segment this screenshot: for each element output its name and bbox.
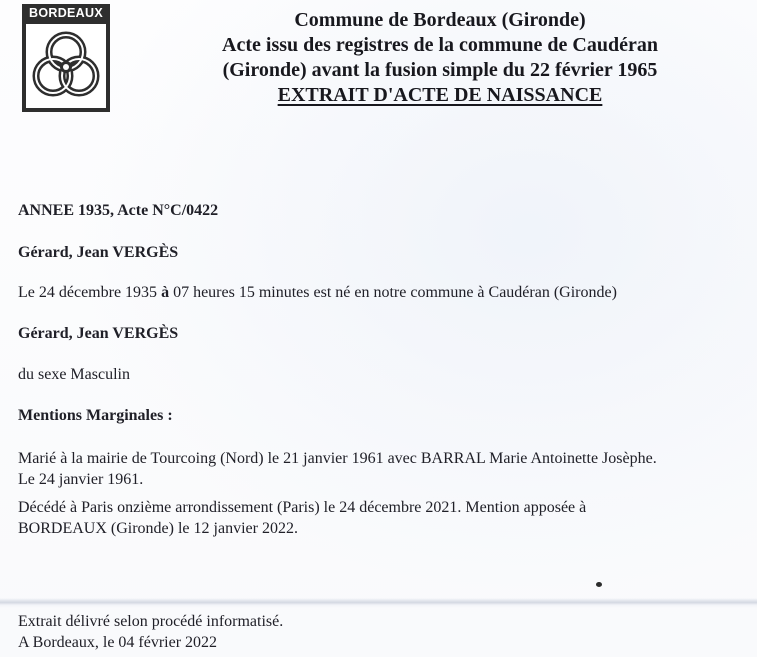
sex-statement: du sexe Masculin: [18, 366, 130, 383]
act-year-number: ANNEE 1935, Acte N°C/0422: [18, 202, 219, 219]
header-registry: Acte issu des registres de la commune de Caudéran: [222, 34, 658, 56]
logo-text: BORDEAUX: [29, 6, 103, 20]
triquetra-emblem-icon: [26, 24, 106, 108]
header-fusion: (Gironde) avant la fusion simple du 22 février 1965: [222, 59, 658, 81]
birth-place: 07 heures 15 minutes est né en notre commune à Caudéran (Gironde): [169, 284, 617, 301]
footer: [18, 611, 283, 653]
marriage-mention-line1: Marié à la mairie de Tourcoing (Nord) le 21 janvier 1961 avec BARRAL Marie Antoinette Josèphe.: [18, 450, 657, 467]
person-name-repeat: Gérard, Jean VERGÈS: [18, 325, 179, 342]
paper-fold-line: [0, 598, 757, 608]
marriage-mention-line2: Le 24 janvier 1961.: [18, 471, 144, 488]
document-header: [150, 8, 730, 108]
mentions-heading: Mentions Marginales :: [18, 407, 173, 424]
death-mention-line1: Décédé à Paris onzième arrondissement (Paris) le 24 décembre 2021. Mention apposée à: [18, 499, 587, 516]
birth-statement: [18, 282, 617, 303]
footer-delivery-note: Extrait délivré selon procédé informatisé.: [18, 613, 284, 630]
bordeaux-logo: [22, 4, 110, 112]
marriage-mention: [18, 448, 657, 490]
birth-date-time: Le 24 décembre 1935: [18, 284, 162, 301]
document-title: [150, 83, 730, 108]
death-mention-line2: BORDEAUX (Gironde) le 12 janvier 2022.: [18, 520, 298, 537]
birth-at: à: [161, 284, 170, 301]
header-commune: Commune de Bordeaux (Gironde): [294, 9, 586, 31]
footer-place-date: A Bordeaux, le 04 février 2022: [18, 634, 218, 651]
document-title-text: EXTRAIT D'ACTE DE NAISSANCE: [277, 84, 603, 106]
paper-speck: [596, 582, 602, 587]
death-mention: [18, 497, 586, 539]
person-name-heading: Gérard, Jean VERGÈS: [18, 244, 179, 261]
